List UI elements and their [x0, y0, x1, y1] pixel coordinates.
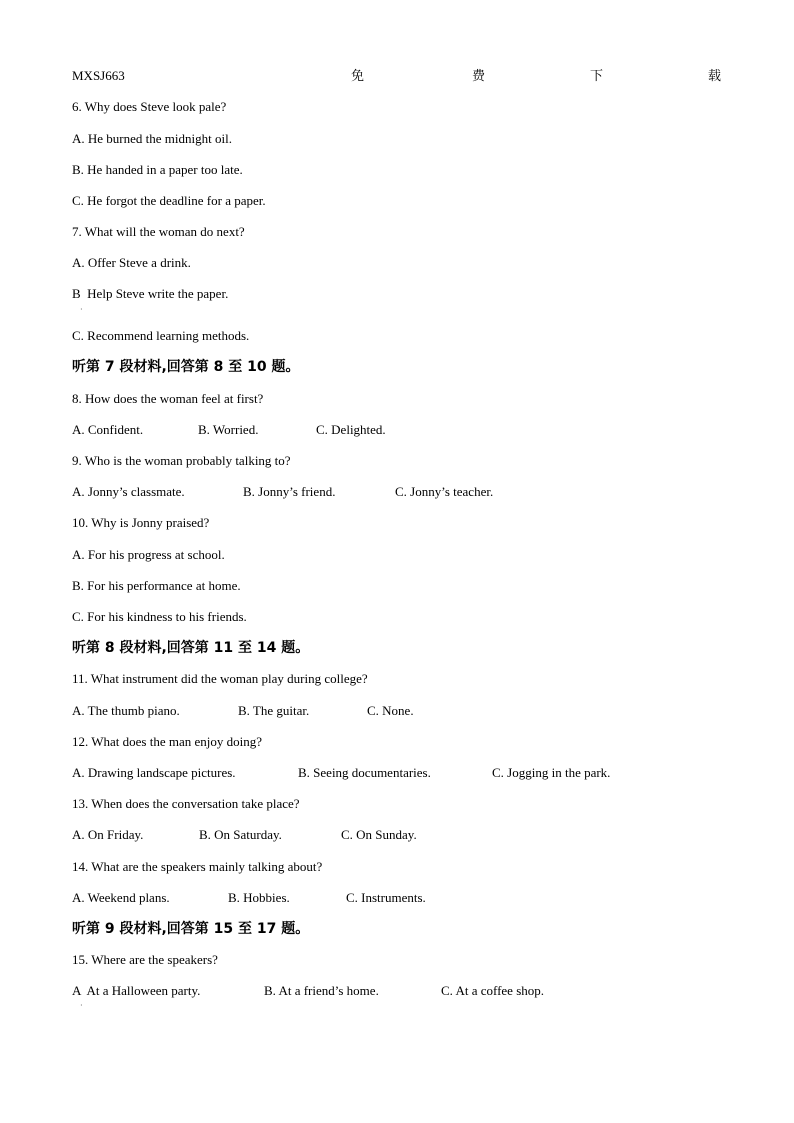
- q12-option-b: B. Seeing documentaries.: [298, 765, 431, 780]
- speck-mark: ·: [80, 305, 83, 314]
- q10-option-c: C. For his kindness to his friends.: [72, 609, 247, 624]
- q14-option-c: C. Instruments.: [346, 890, 426, 905]
- q6-option-b: B. He handed in a paper too late.: [72, 162, 243, 177]
- question-12: 12. What does the man enjoy doing?: [72, 734, 263, 749]
- question-11: 11. What instrument did the woman play during college?: [72, 671, 368, 686]
- q9-option-c: C. Jonny’s teacher.: [395, 484, 494, 499]
- q14-option-a: A. Weekend plans.: [72, 890, 170, 905]
- q7-option-b: B Help Steve write the paper.: [72, 286, 229, 301]
- header-char-1: 免: [351, 68, 365, 83]
- q8-option-c: C. Delighted.: [316, 422, 386, 437]
- question-15: 15. Where are the speakers?: [72, 952, 218, 967]
- q12-option-a: A. Drawing landscape pictures.: [72, 765, 236, 780]
- speck-mark-2: ·: [80, 1001, 83, 1010]
- q13-option-b: B. On Saturday.: [199, 827, 282, 842]
- question-9: 9. Who is the woman probably talking to?: [72, 453, 291, 468]
- q9-option-b: B. Jonny’s friend.: [243, 484, 336, 499]
- q6-option-c: C. He forgot the deadline for a paper.: [72, 193, 266, 208]
- question-7: 7. What will the woman do next?: [72, 224, 245, 239]
- q13-option-c: C. On Sunday.: [341, 827, 417, 842]
- q14-option-b: B. Hobbies.: [228, 890, 290, 905]
- q10-option-b: B. For his performance at home.: [72, 578, 241, 593]
- header-char-3: 下: [590, 68, 604, 83]
- q8-option-b: B. Worried.: [198, 422, 259, 437]
- q6-option-a: A. He burned the midnight oil.: [72, 131, 232, 146]
- q15-option-a: A At a Halloween party.: [72, 983, 201, 998]
- question-14: 14. What are the speakers mainly talking about?: [72, 859, 323, 874]
- section-heading-8: 听第 8 段材料,回答第 11 至 14 题。: [72, 640, 310, 656]
- q10-option-a: A. For his progress at school.: [72, 547, 225, 562]
- question-8: 8. How does the woman feel at first?: [72, 391, 264, 406]
- section-heading-7: 听第 7 段材料,回答第 8 至 10 题。: [72, 359, 300, 375]
- q7-option-a: A. Offer Steve a drink.: [72, 255, 191, 270]
- question-6: 6. Why does Steve look pale?: [72, 99, 227, 114]
- question-10: 10. Why is Jonny praised?: [72, 515, 210, 530]
- q13-option-a: A. On Friday.: [72, 827, 144, 842]
- q11-option-a: A. The thumb piano.: [72, 703, 180, 718]
- question-13: 13. When does the conversation take place?: [72, 796, 300, 811]
- q7-option-c: C. Recommend learning methods.: [72, 328, 250, 343]
- section-heading-9: 听第 9 段材料,回答第 15 至 17 题。: [72, 921, 310, 937]
- q15-option-b: B. At a friend’s home.: [264, 983, 379, 998]
- q15-option-c: C. At a coffee shop.: [441, 983, 545, 998]
- q9-option-a: A. Jonny’s classmate.: [72, 484, 185, 499]
- header-char-4: 载: [708, 68, 722, 83]
- q8-option-a: A. Confident.: [72, 422, 144, 437]
- q11-option-c: C. None.: [367, 703, 414, 718]
- q11-option-b: B. The guitar.: [238, 703, 310, 718]
- header-char-2: 费: [472, 68, 486, 83]
- q12-option-c: C. Jogging in the park.: [492, 765, 611, 780]
- doc-code: MXSJ663: [72, 68, 125, 83]
